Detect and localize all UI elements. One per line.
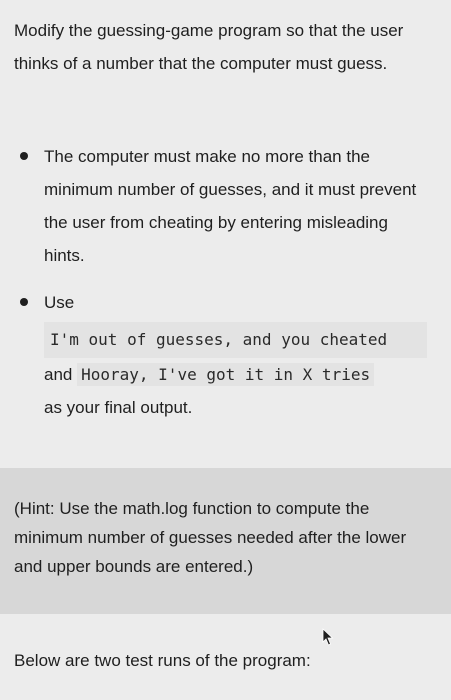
code-snippet-hooray: Hooray, I've got it in X tries [77,363,374,386]
requirement-text: The computer must make no more than the minimum number of guesses, and it must prevent the user from cheating by entering misleading hints. [44,147,417,265]
bullet-point [20,298,28,306]
requirement-item-guesses [0,140,424,272]
requirement-item-output [0,286,451,424]
final-output-phrase: as your final output. [44,398,193,417]
bullet-point [20,152,28,160]
test-runs-text: Below are two test runs of the program: [14,651,311,670]
and-word: and [44,365,73,384]
hint-section [0,468,451,614]
intro-paragraph: Modify the guessing-game program so that the user thinks of a number that the computer must guess. [14,21,404,73]
code-snippet-cheated: I'm out of guesses, and you cheated [44,322,427,358]
hint-text: (Hint: Use the math.log function to compute the minimum number of guesses needed after the lower and upper bounds are entered.) [14,499,407,576]
use-label: Use [44,293,75,312]
output-line [44,358,451,391]
mouse-pointer-icon [322,628,334,646]
requirements-list [0,140,451,424]
